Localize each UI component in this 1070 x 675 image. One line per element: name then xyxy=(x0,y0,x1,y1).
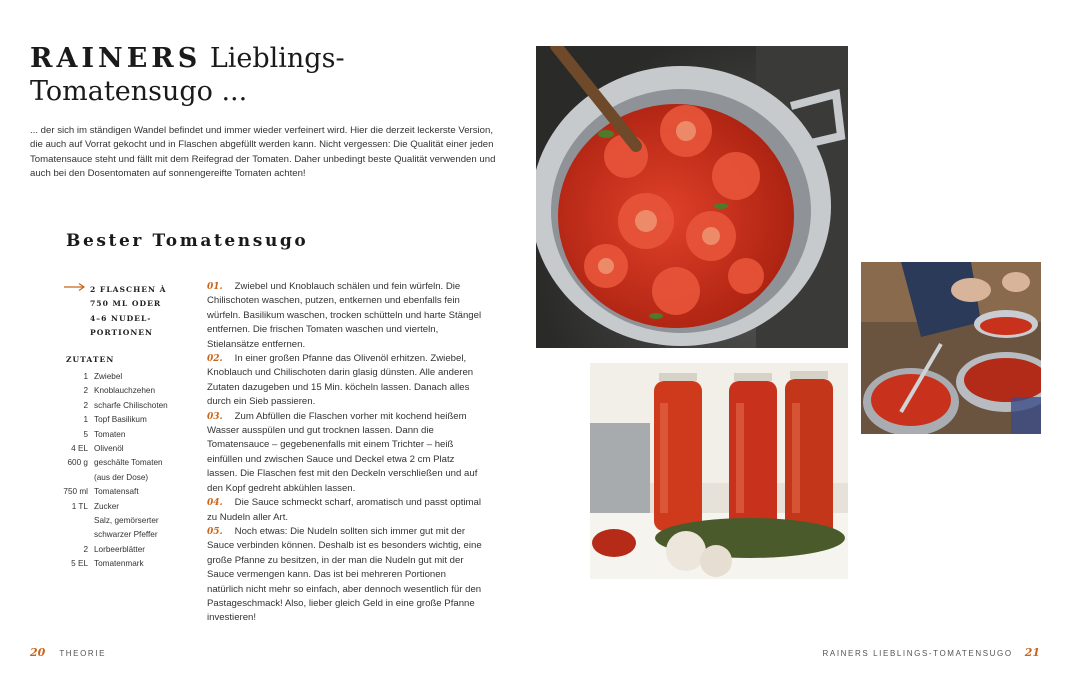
footer-left-label: THEORIE xyxy=(59,649,107,658)
step-number: 01. xyxy=(207,282,223,292)
ingredient-name: geschälte Tomaten xyxy=(94,458,163,468)
footer-right xyxy=(823,646,1040,659)
title-rest-1: Lieblings- xyxy=(209,43,345,74)
photo-tomatoes-in-pot xyxy=(536,46,848,348)
step-number: 05. xyxy=(207,526,223,537)
ingredient-qty: 5 EL xyxy=(71,559,88,569)
ingredient-row xyxy=(40,514,200,528)
ingredient-name: scharfe Chilischoten xyxy=(94,400,168,410)
ingredient-row xyxy=(40,428,200,442)
ingredients-heading: ZUTATEN xyxy=(66,355,115,364)
step-text: Noch etwas: Die Nudeln sollten sich immer gut mit der Sauce verbinden können. Deshalb ist es besonders wichtig, eine große Pfanne zu besitzen, in der man die Nudeln gut mit der Sauce vermengen kann. Das ist bei mehreren Portionen natürlich nicht mehr so einfach, aber dennoch wesentlich für den Pastageschmack! Also, lieber gleich Geld in eine große Pfanne investieren! xyxy=(207,525,482,624)
footer-right-label: RAINERS LIEBLINGS-TOMATENSUGO xyxy=(822,649,1013,658)
step-number: 03. xyxy=(207,411,223,422)
recipe-steps xyxy=(207,280,482,626)
ingredient-row xyxy=(40,413,200,427)
recipe-step xyxy=(207,280,482,352)
ingredient-row xyxy=(40,528,200,542)
intro-paragraph: ... der sich im ständigen Wandel befindet und immer wieder verfeinert wird. Hier die derzeit leckerste Version, die auch auf Vorrat gekocht und in Flaschen abgefüllt werden kann. Nicht vergessen: Die Qualität einer jeden Tomatensauce steht und fällt mit dem Reifegrad der Tomaten. Daher unbedingt beste Qualität verwenden und auch bei den Dosentomaten auf sonnengereifte Tomaten achten! xyxy=(30,125,496,180)
title-strong: RAINERS xyxy=(30,43,202,74)
ingredient-name: Olivenöl xyxy=(94,443,124,453)
ingredient-qty: 1 xyxy=(83,372,88,381)
ingredient-row xyxy=(40,442,200,456)
ingredient-row xyxy=(40,370,200,384)
page-number-left: 20 xyxy=(30,646,46,659)
recipe-yield xyxy=(90,283,178,341)
ingredient-row xyxy=(40,543,200,557)
page-number-right: 21 xyxy=(1024,646,1040,659)
yield-line: 750 ML ODER xyxy=(90,299,162,309)
ingredient-name: Zwiebel xyxy=(94,372,123,381)
ingredient-name: Salz, gemörserter xyxy=(94,515,159,525)
recipe-step xyxy=(207,496,482,525)
ingredient-row xyxy=(40,384,200,398)
yield-line: PORTIONEN xyxy=(90,328,153,338)
title-rest-2: Tomatensugo ... xyxy=(30,76,248,107)
step-text: Die Sauce schmeckt scharf, aromatisch und passt optimal zu Nudeln aller Art. xyxy=(207,497,482,523)
ingredient-name: Zucker xyxy=(94,501,120,511)
ingredient-name: Lorbeerblätter xyxy=(94,544,145,554)
ingredient-name: Topf Basilikum xyxy=(94,415,147,425)
recipe-step xyxy=(207,525,482,626)
ingredient-name: Knoblauchzehen xyxy=(94,386,156,396)
ingredient-row xyxy=(40,557,200,571)
ingredient-qty: 600 g xyxy=(67,458,88,468)
ingredient-row xyxy=(40,471,200,485)
ingredient-name: schwarzer Pfeffer xyxy=(94,530,158,540)
ingredient-row xyxy=(40,456,200,470)
ingredient-qty: 5 xyxy=(83,429,88,439)
recipe-step xyxy=(207,410,482,496)
step-text: In einer großen Pfanne das Olivenöl erhitzen. Zwiebel, Knoblauch und Chilischoten darin glasig dünsten. Alle anderen Zutaten dazugeben und 15 Min. köcheln lassen. Danach alles durch ein Sieb passieren. xyxy=(207,353,474,408)
ingredient-qty: 1 xyxy=(83,415,88,425)
yield-line: 2 FLASCHEN À xyxy=(90,285,167,294)
ingredient-name: Tomaten xyxy=(94,429,126,439)
ingredient-row xyxy=(40,399,200,413)
step-number: 04. xyxy=(207,498,223,509)
yield-line: 4–6 NUDEL- xyxy=(90,313,152,323)
step-number: 02. xyxy=(207,354,223,365)
ingredient-name: Tomatenmark xyxy=(94,559,144,569)
step-text: Zum Abfüllen die Flaschen vorher mit kochend heißem Wasser ausspülen und gut trocknen lassen. Dann die Tomatensauce – gegebenenfalls mit einem Trichter – heiß einfüllen und zwischen Sauce und Deckel etwa 2 cm Platz lassen. Die Flaschen fest mit den Deckeln verschließen und auf den Kopf gedreht abkühlen lassen. xyxy=(207,410,478,494)
photo-bottled-sauce xyxy=(590,363,848,579)
ingredient-qty: 2 xyxy=(83,400,88,410)
recipe-step xyxy=(207,352,482,410)
ingredient-qty: 2 xyxy=(83,544,88,554)
ingredient-name: Tomatensaft xyxy=(94,487,139,497)
step-text: Zwiebel und Knoblauch schälen und fein würfeln. Die Chilischoten waschen, putzen, entkernen und ebenfalls fein würfeln. Basilikum waschen, trocken schütteln und harte Stängel entfernen. Die frischen Tomaten waschen und vierteln, Stielansätze entfernen. xyxy=(207,281,482,350)
ingredient-qty: 750 ml xyxy=(63,487,88,497)
footer-left xyxy=(30,646,106,659)
recipe-title: Bester Tomatensugo xyxy=(66,231,309,251)
ingredient-name: (aus der Dose) xyxy=(94,472,149,482)
arrow-right-icon xyxy=(64,282,86,292)
ingredient-row xyxy=(40,485,200,499)
ingredients-list xyxy=(40,370,200,571)
ingredient-qty: 1 TL xyxy=(71,501,88,511)
ingredient-row xyxy=(40,500,200,514)
ingredient-qty: 2 xyxy=(83,386,88,396)
photo-straining-sauce xyxy=(861,262,1041,434)
ingredient-qty: 4 EL xyxy=(71,443,88,453)
page-title xyxy=(30,42,490,108)
